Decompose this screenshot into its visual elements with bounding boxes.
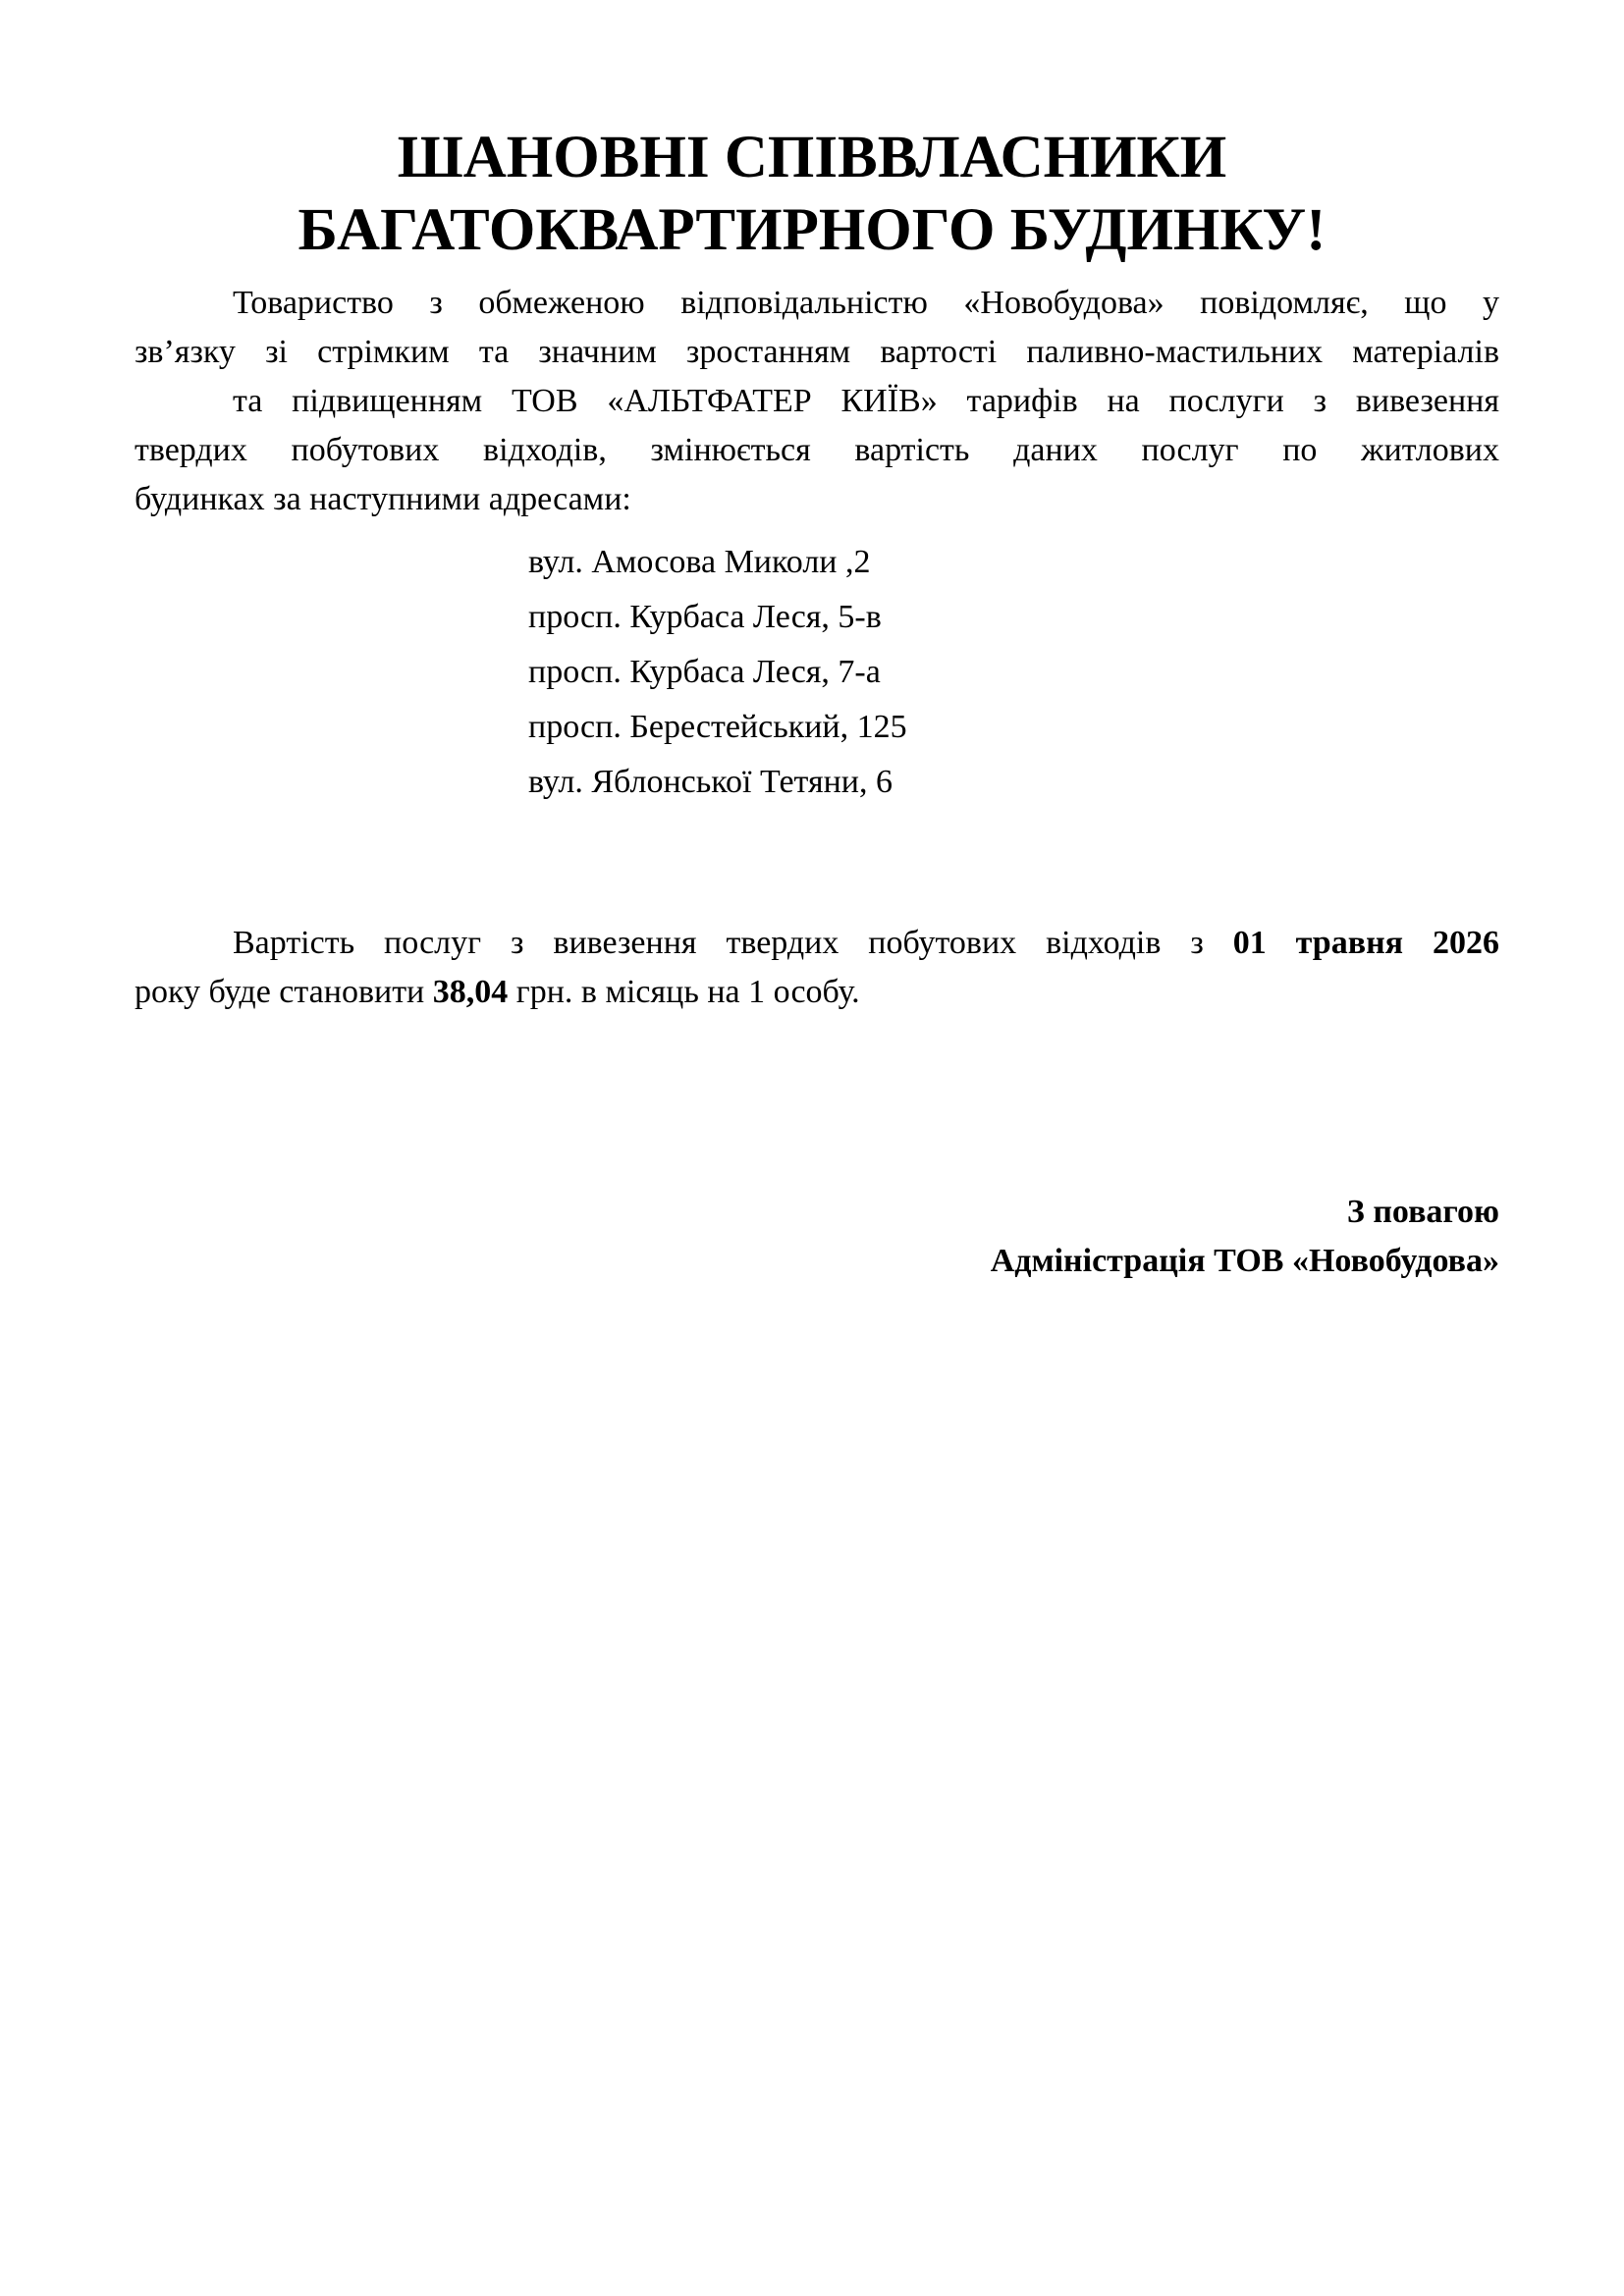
cost-line-1-text: Вартість послуг з вивезення твердих побутових відходів з <box>233 925 1233 961</box>
address-item: просп. Курбаса Леся, 5-в <box>528 599 882 635</box>
intro-line-2: зв’язку зі стрімким та значним зростанням вартості паливно-мастильних матеріалів <box>135 334 1499 370</box>
document-title-line-1: ШАНОВНІ СПІВВЛАСНИКИ <box>397 125 1227 190</box>
address-item: просп. Берестейський, 125 <box>528 709 907 745</box>
signature-sender: Адміністрація ТОВ «Новобудова» <box>990 1243 1499 1279</box>
intro-line-3: та підвищенням ТОВ «АЛЬТФАТЕР КИЇВ» тарифів на послуги з вивезення <box>233 383 1499 419</box>
address-list <box>528 535 907 810</box>
address-item: вул. Яблонської Тетяни, 6 <box>528 764 893 800</box>
intro-line-4: твердих побутових відходів, змінюється вартість даних послуг по житлових <box>135 432 1499 468</box>
intro-line-5: будинках за наступними адресами: <box>135 481 631 517</box>
cost-line-1 <box>135 919 1499 968</box>
cost-paragraph <box>135 919 1499 1017</box>
cost-line-2 <box>135 968 1499 1017</box>
cost-line-2-end: грн. в місяць на 1 особу. <box>508 974 860 1010</box>
effective-date: 01 травня 2026 <box>1232 925 1499 961</box>
signature-closing: З повагою <box>1346 1194 1499 1230</box>
document-title-line-2: БАГАТОКВАРТИРНОГО БУДИНКУ! <box>298 197 1326 263</box>
price-value: 38,04 <box>432 974 509 1010</box>
address-item: просп. Курбаса Леся, 7-а <box>528 654 881 690</box>
signature-block <box>991 1188 1499 1286</box>
address-item: вул. Амосова Миколи ,2 <box>528 544 871 580</box>
intro-paragraph <box>135 279 1499 524</box>
cost-line-2-start: року буде становити <box>135 974 433 1010</box>
intro-line-1: Товариство з обмеженою відповідальністю «Новобудова» повідомляє, що у <box>233 285 1499 321</box>
